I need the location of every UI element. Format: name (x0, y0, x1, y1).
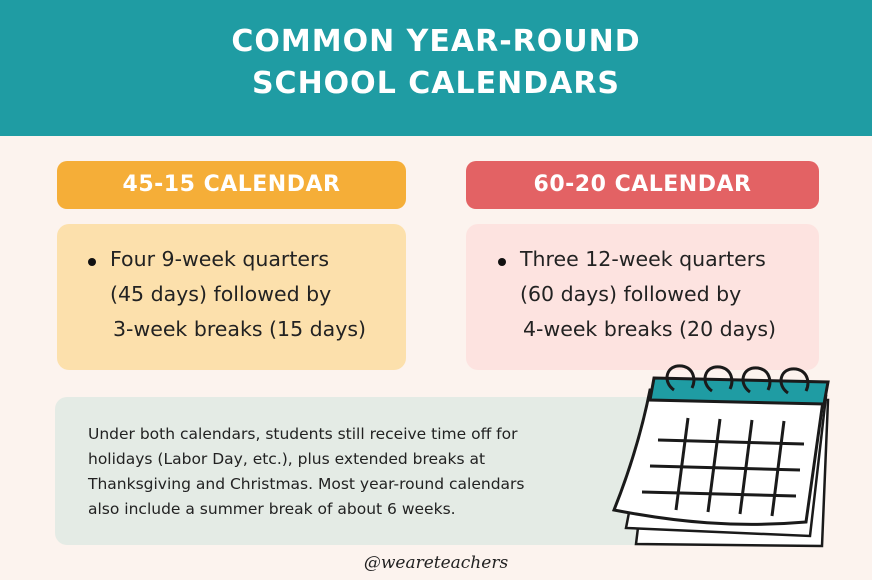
bullet-dot (88, 258, 96, 266)
header-banner (0, 0, 872, 136)
note-line: Thanksgiving and Christmas. Most year-round calendars (88, 475, 525, 493)
note-line: also include a summer break of about 6 weeks. (88, 500, 456, 518)
bullet-dot (498, 258, 506, 266)
calendar-60-20-line: (60 days) followed by (520, 282, 742, 306)
calendar-60-20-line: 4-week breaks (20 days) (523, 317, 777, 341)
calendar-45-15-line: 3-week breaks (15 days) (113, 317, 367, 341)
calendar-45-15-heading: 45-15 CALENDAR (57, 161, 406, 209)
calendar-icon (596, 360, 846, 560)
calendar-60-20-line: Three 12-week quarters (520, 247, 766, 271)
calendar-45-15-line: Four 9-week quarters (110, 247, 330, 271)
title-line-2: SCHOOL CALENDARS (251, 66, 621, 101)
footer-handle: @weareteachers (363, 553, 509, 573)
note-line: Under both calendars, students still receive time off for (88, 425, 518, 443)
title-line-1: COMMON YEAR-ROUND (231, 24, 641, 59)
note-line: holidays (Labor Day, etc.), plus extended breaks at (88, 450, 486, 468)
calendar-60-20-heading: 60-20 CALENDAR (466, 161, 819, 209)
calendar-45-15-line: (45 days) followed by (110, 282, 332, 306)
